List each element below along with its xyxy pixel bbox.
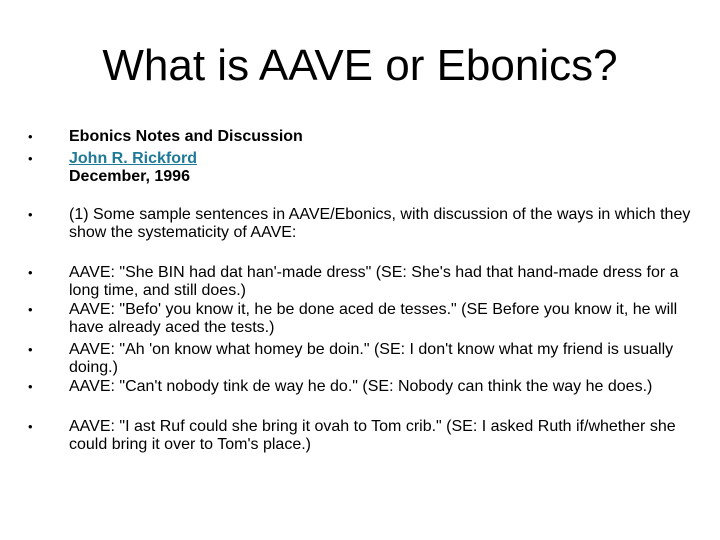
bullet-icon: • [28,302,33,317]
author-block [69,150,692,186]
intro-text: (1) Some sample sentences in AAVE/Ebonics, with discussion of the ways in which they show the systematicity of AAVE: [69,206,691,241]
example-text: AAVE: "Can't nobody tink de way he do." (SE: Nobody can think the way he does.) [69,378,653,395]
bullet-icon: • [28,207,33,222]
example-text: AAVE: "Ah 'on know what homey be doin." (SE: I don't know what my friend is usually doing.) [69,341,674,376]
bullet-icon: • [28,419,33,434]
example-text: AAVE: "I ast Ruf could she bring it ovah to Tom crib." (SE: I asked Ruth if/whether she could bring it over to Tom's place.) [69,418,676,453]
notes-heading: Ebonics Notes and Discussion [69,128,303,145]
bullet-icon: • [28,265,33,280]
date-text: December, 1996 [69,168,190,185]
bullet-icon: • [28,342,33,357]
bullet-icon: • [28,151,33,166]
bullet-icon: • [28,379,33,394]
slide-title: What is AAVE or Ebonics? [102,41,618,90]
bullet-icon: • [28,129,33,144]
example-text: AAVE: "Befo' you know it, he be done aced de tesses." (SE Before you know it, he will have already aced the tests.) [69,301,678,336]
example-text: AAVE: "She BIN had dat han'-made dress" (SE: She's had that hand-made dress for a long time, and still does.) [69,264,679,299]
author-link[interactable]: John R. Rickford [69,150,198,167]
